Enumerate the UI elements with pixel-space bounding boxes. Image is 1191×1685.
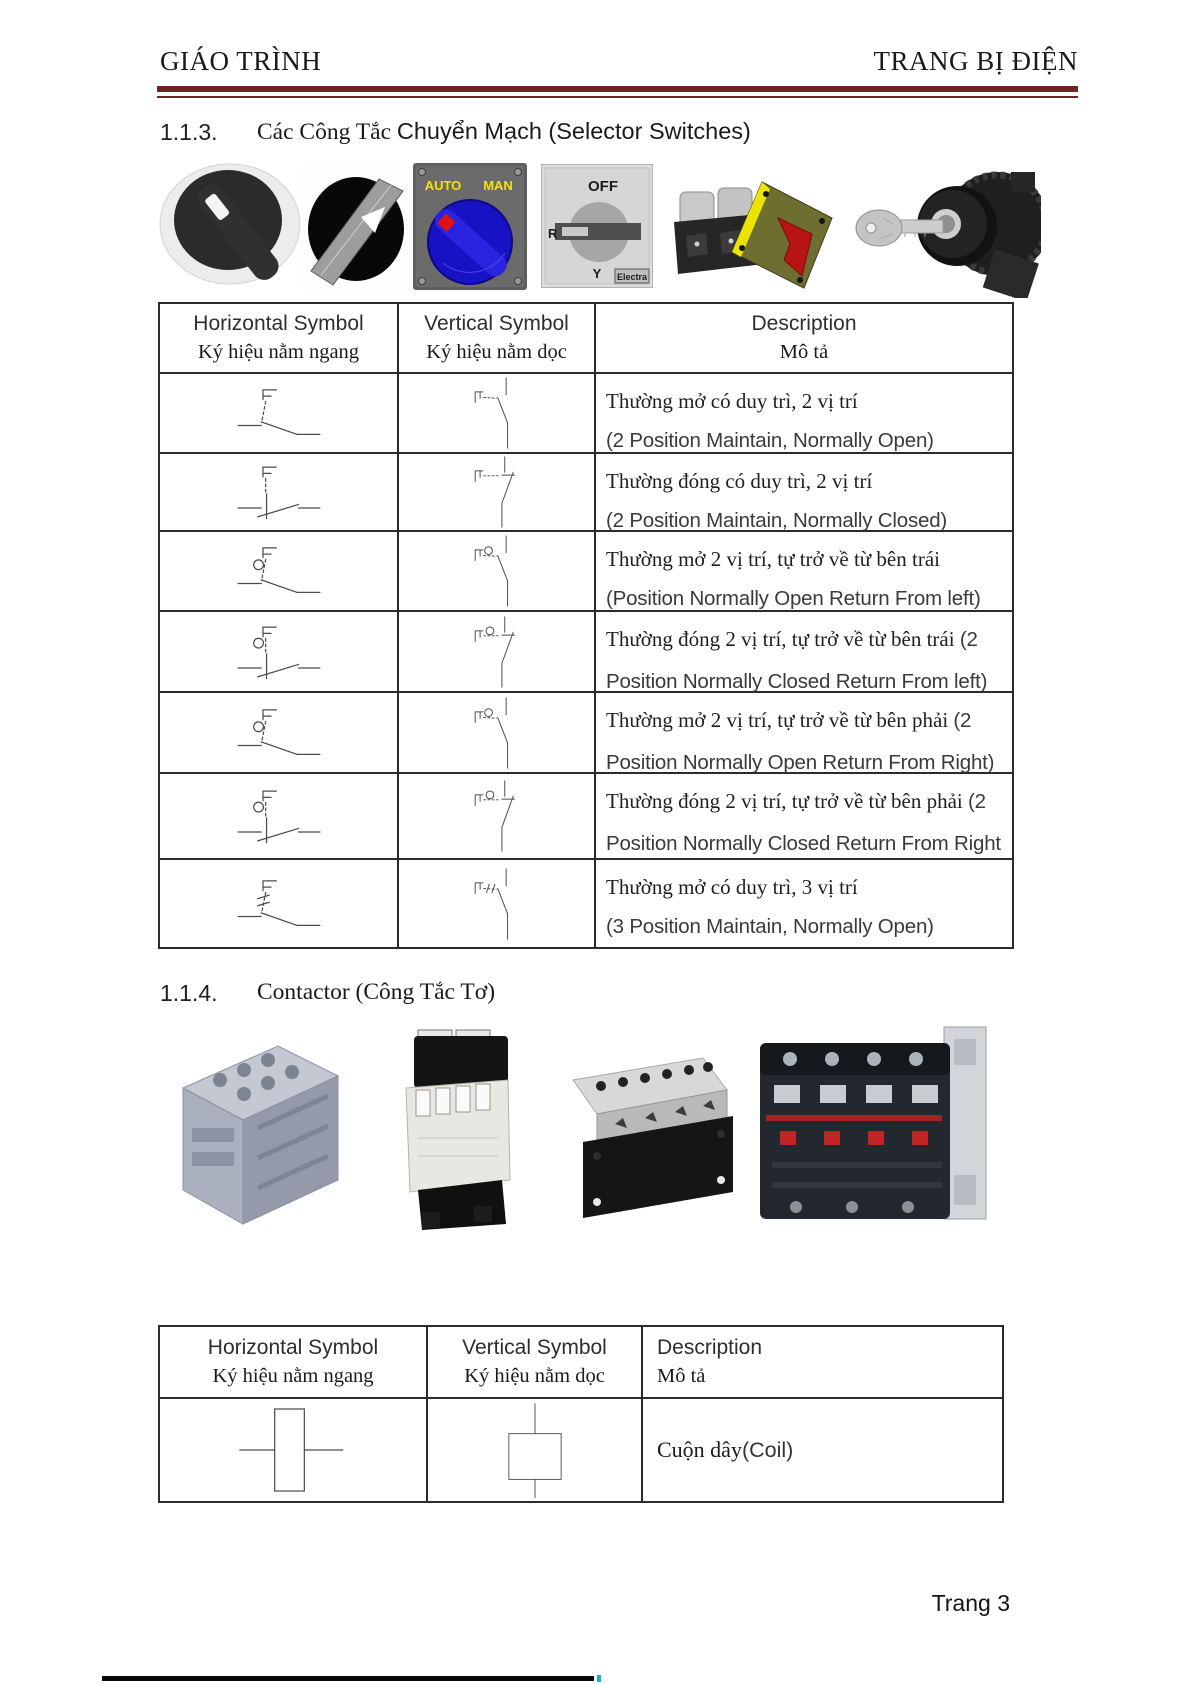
description-cell — [596, 612, 1012, 691]
selector-switch-photo-key-switch — [845, 158, 1041, 298]
vertical-symbol-cell — [428, 1399, 643, 1501]
header-rule-thick — [157, 86, 1078, 92]
description-en: (2 Position Maintain, Normally Closed) — [606, 509, 948, 532]
description-en: (2 Position Normally Open Return From Right) — [606, 709, 995, 774]
header-horizontal-symbol: Horizontal Symbol Ký hiệu nằm ngang — [160, 1327, 428, 1397]
description-cell — [643, 1399, 1002, 1501]
selector-no-return-left-vertical-icon — [454, 533, 540, 609]
section-number-selector: 1.1.3. — [160, 119, 218, 145]
vertical-symbol-cell — [399, 374, 596, 452]
section-title-selector-en: Chuyển Mạch (Selector Switches) — [396, 118, 751, 144]
contactor-photo-silver-top — [553, 1040, 738, 1220]
y-label: Y — [592, 266, 602, 281]
bottom-divider-line — [102, 1676, 594, 1681]
header-left-title: GIÁO TRÌNH — [160, 46, 322, 76]
description-vi: Cuộn dây — [657, 1437, 742, 1462]
contactor-symbol-table — [158, 1325, 1004, 1503]
description-vi: Thường đóng 2 vị trí, tự trở về từ bên trái — [606, 627, 960, 651]
description-vi: Thường mở 2 vị trí, tự trở về từ bên trái — [606, 547, 940, 571]
header-vertical-symbol: Vertical Symbol Ký hiệu nằm dọc — [428, 1327, 643, 1397]
coil-horizontal-icon — [218, 1402, 368, 1498]
section-title-selector — [257, 118, 751, 146]
off-label: OFF — [588, 178, 618, 195]
header-right-title: TRANG BỊ ĐIỆN — [873, 46, 1078, 76]
bottom-teal-tick — [597, 1675, 601, 1682]
table-row — [160, 693, 1012, 774]
selector-no-maintain-2pos-vertical-icon — [454, 375, 540, 451]
selector-nc-return-right-vertical-icon — [454, 778, 540, 854]
description-vi: Thường đóng 2 vị trí, tự trở về từ bên phải — [606, 789, 968, 813]
horizontal-symbol-cell — [160, 612, 399, 691]
selector-nc-maintain-2pos-vertical-icon — [454, 454, 540, 530]
section-title-selector-vi: Các Công Tắc — [257, 119, 392, 145]
table-row — [160, 860, 1012, 947]
table-row — [160, 1399, 1002, 1501]
description-vi: Thường đóng có duy trì, 2 vị trí — [606, 469, 873, 493]
brand-label: Electra — [616, 272, 648, 282]
table-row — [160, 374, 1012, 454]
table-row — [160, 612, 1012, 693]
vertical-symbol-cell — [399, 454, 596, 530]
coil-vertical-icon — [497, 1401, 573, 1499]
selector-nc-maintain-2pos-horizontal-icon — [221, 460, 337, 524]
section-number-contactor: 1.1.4. — [160, 980, 218, 1006]
vertical-symbol-cell — [399, 693, 596, 772]
table-row — [160, 774, 1012, 860]
description-en: (2 Position Normally Closed Return From Right — [606, 790, 1001, 855]
description-en: (3 Position Maintain, Normally Open) — [606, 915, 934, 938]
vertical-symbol-cell — [399, 860, 596, 947]
table-row — [160, 532, 1012, 612]
selector-no-return-left-horizontal-icon — [221, 539, 337, 603]
table-header-row — [160, 304, 1012, 374]
horizontal-symbol-cell — [160, 1399, 428, 1501]
contactor-photo-gray — [168, 1028, 348, 1230]
header-description: Description Mô tả — [657, 1336, 763, 1388]
selector-nc-return-right-horizontal-icon — [221, 784, 337, 848]
vertical-symbol-cell — [399, 532, 596, 610]
description-en: (Coil) — [741, 1437, 794, 1462]
selector-no-maintain-3pos-vertical-icon — [454, 866, 540, 942]
description-cell — [596, 454, 1012, 530]
selector-switch-photo-cam-switch — [541, 164, 653, 288]
header-rule-thin — [157, 96, 1078, 98]
selector-no-return-right-vertical-icon — [454, 695, 540, 771]
selector-no-maintain-3pos-horizontal-icon — [221, 872, 337, 936]
section-title-contactor: Contactor (Công Tắc Tơ) — [257, 979, 496, 1005]
header-horizontal-symbol: Horizontal Symbol Ký hiệu nằm ngang — [160, 304, 399, 372]
page-number: Trang 3 — [931, 1590, 1010, 1616]
description-cell — [596, 693, 1012, 772]
r-label: R — [548, 226, 558, 241]
description-en: (Position Normally Open Return From left) — [606, 587, 981, 610]
vertical-symbol-cell — [399, 774, 596, 858]
description-vi: Thường mở 2 vị trí, tự trở về từ bên phải — [606, 708, 954, 732]
selector-switch-photo-lever-knob — [303, 165, 413, 291]
horizontal-symbol-cell — [160, 532, 399, 610]
description-cell — [596, 860, 1012, 947]
selector-no-return-right-horizontal-icon — [221, 701, 337, 765]
selector-switch-photo-changeover — [662, 166, 840, 298]
contactor-photo-dark-red — [748, 1015, 993, 1237]
description-en: (2 Position Maintain, Normally Open) — [606, 429, 934, 452]
header-vertical-symbol: Vertical Symbol Ký hiệu nằm dọc — [399, 304, 596, 372]
horizontal-symbol-cell — [160, 774, 399, 858]
header-description: Description Mô tả — [751, 312, 857, 364]
horizontal-symbol-cell — [160, 374, 399, 452]
selector-symbol-table — [158, 302, 1014, 949]
description-cell — [596, 374, 1012, 452]
selector-switch-photo-auto-man — [413, 163, 527, 290]
auto-label: AUTO — [424, 178, 462, 193]
horizontal-symbol-cell — [160, 860, 399, 947]
vertical-symbol-cell — [399, 612, 596, 691]
description-cell — [596, 532, 1012, 610]
selector-switch-photo-round-knob — [158, 162, 306, 292]
table-header-row — [160, 1327, 1002, 1399]
contactor-photo-black-white — [388, 1028, 530, 1230]
description-en: (2 Position Normally Closed Return From left) — [606, 628, 988, 693]
horizontal-symbol-cell — [160, 693, 399, 772]
table-row — [160, 454, 1012, 532]
horizontal-symbol-cell — [160, 454, 399, 530]
selector-nc-return-left-vertical-icon — [454, 614, 540, 690]
description-vi: Thường mở có duy trì, 3 vị trí — [606, 875, 858, 899]
description-vi: Thường mở có duy trì, 2 vị trí — [606, 389, 858, 413]
man-label: MAN — [483, 178, 513, 193]
description-cell — [596, 774, 1012, 858]
selector-nc-return-left-horizontal-icon — [221, 620, 337, 684]
selector-no-maintain-2pos-horizontal-icon — [221, 381, 337, 445]
